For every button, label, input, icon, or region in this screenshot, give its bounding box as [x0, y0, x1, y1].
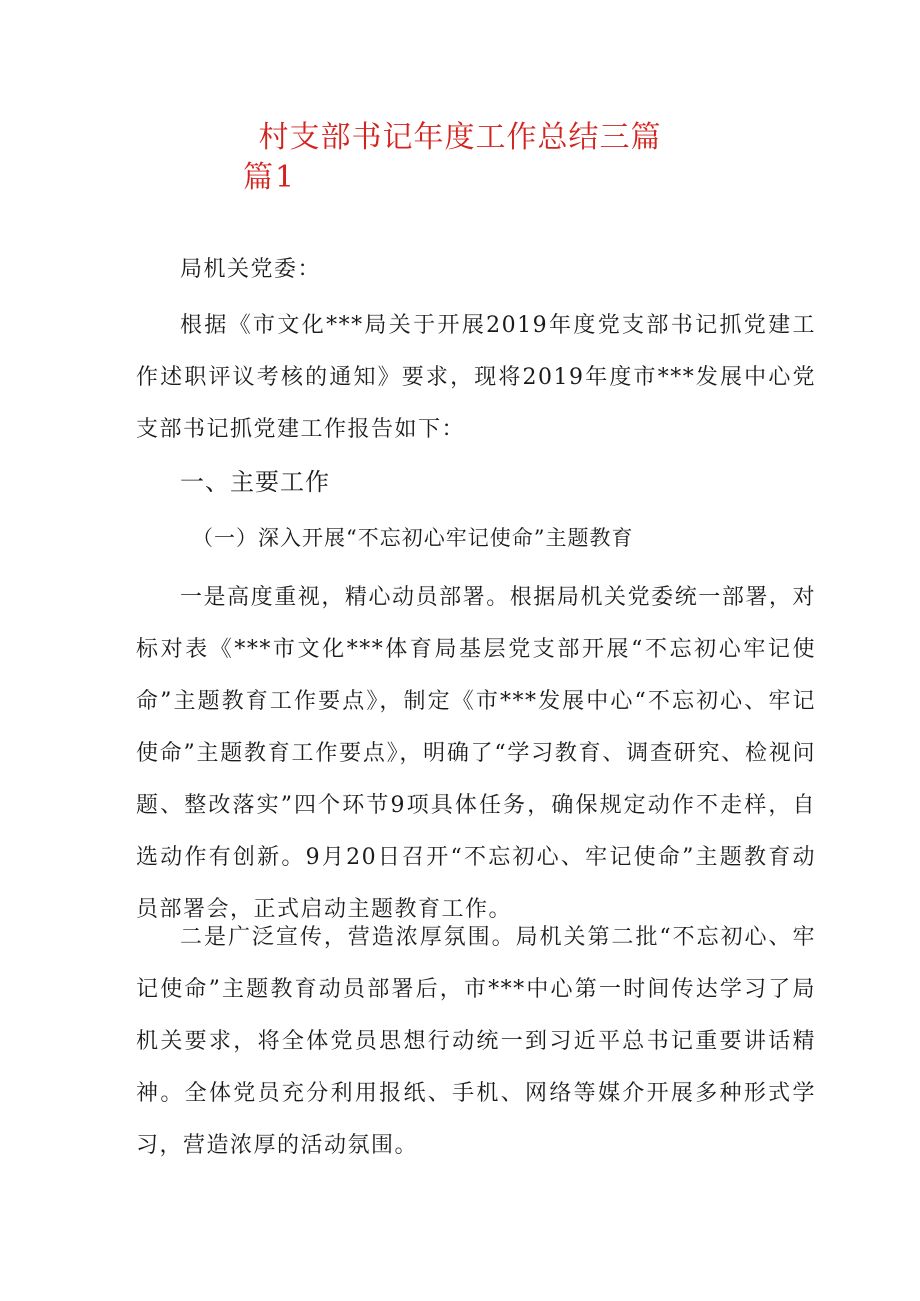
heading-theme-education: （一）深入开展“不忘初心牢记使命”主题教育: [192, 526, 634, 550]
paragraph-deployment: 一是高度重视，精心动员部署。根据局机关党委统一部署，对标对表《***市文化***体育局基层党支部开展“不忘初心牢记使命”主题教育工作要点》，制定《市***发展中心“不忘初心、牢记使命”主题教育工作要点》，明确了“学习教育、调查研究、检视问题、整改落实”四个环节9项具体任务，确保规定动作不走样，自选动作有创新。9月20日召开“不忘初心、牢记使命”主题教育动员部署会，正式启动主题教育工作。: [136, 585, 816, 922]
salutation: 局机关党委：: [180, 257, 322, 282]
section-title: 篇1: [243, 160, 297, 195]
document-title: 村支部书记年度工作总结三篇: [258, 120, 662, 155]
heading-main-work: 一、主要工作: [180, 468, 330, 496]
paragraph-publicity: 二是广泛宣传，营造浓厚氛围。局机关第二批“不忘初心、牢记使命”主题教育动员部署后，市***中心第一时间传达学习了局机关要求，将全体党员思想行动统一到习近平总书记重要讲话精神。全体党员充分利用报纸、手机、网络等媒介开展多种形式学习，营造浓厚的活动氛围。: [136, 925, 816, 1158]
intro-paragraph: 根据《市文化***局关于开展2019年度党支部书记抓党建工作述职评议考核的通知》要求，现将2019年度市***发展中心党支部书记抓党建工作报告如下：: [136, 313, 816, 442]
